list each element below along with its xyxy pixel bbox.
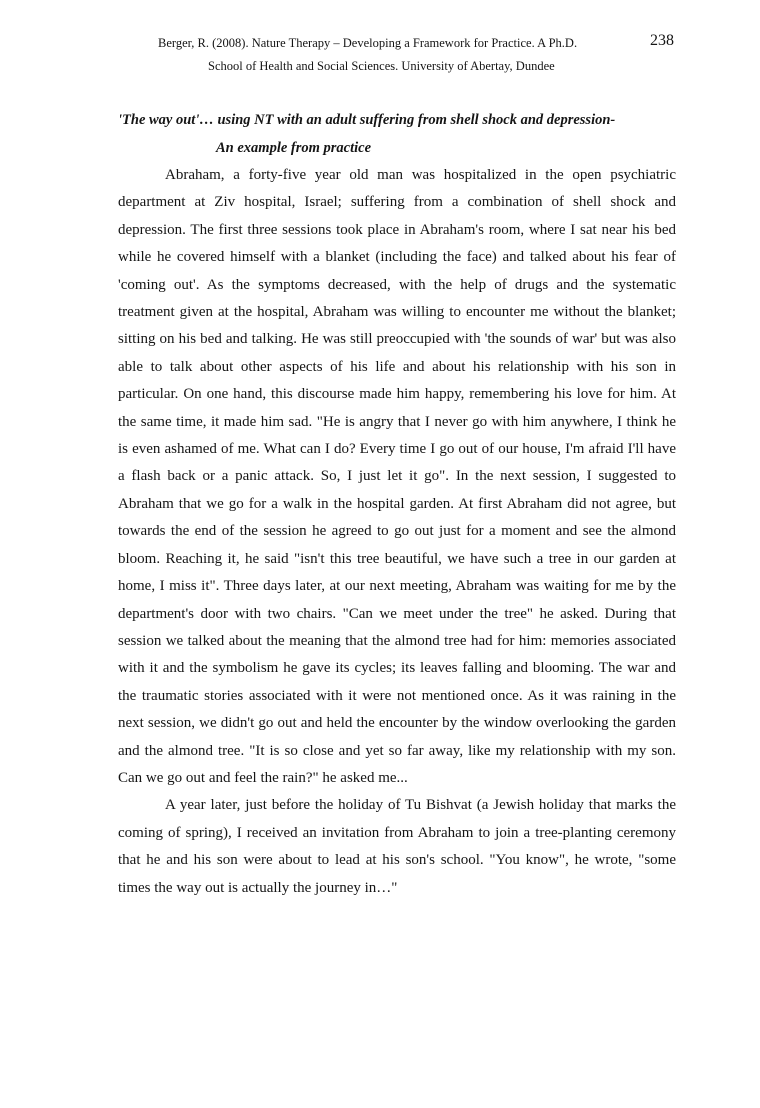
- paragraph: A year later, just before the holiday of Tu Bishvat (a Jewish holiday that marks the coming of spring), I received an invitation from Abraham to join a tree-planting ceremony that he and his son were about to lead at his son's school. "You know", he wrote, "some times the way out is actually the journey in…": [118, 797, 676, 896]
- citation-line-1: Berger, R. (2008). Nature Therapy – Developing a Framework for Practice. A Ph.D.: [158, 36, 578, 50]
- citation-line-2: School of Health and Social Sciences. University of Abertay, Dundee: [208, 59, 555, 73]
- page-number: 238: [650, 32, 674, 49]
- body-text: [118, 162, 676, 902]
- paragraph: Abraham, a forty-five year old man was hospitalized in the open psychiatric department at Ziv hospital, Israel; suffering from a combination of shell shock and depression. The first three sessions took place in Abraham's room, where I sat near his bed while he covered himself with a blanket (including the face) and talked about his fear of 'coming out'. As the symptoms decreased, with the help of drugs and the systematic treatment given at the hospital, Abraham was willing to encounter me without the blanket; sitting on his bed and talking. He was still preoccupied with 'the sounds of war' but was also able to talk about other aspects of his life and about his relationship with his son in particular. On one hand, this discourse made him happy, remembering his love for him. At the same time, it made him sad. "He is angry that I never go with him anywhere, I think he is even ashamed of me. What can I do? Every time I go out of our house, I'm afraid I'll have a flash back or a panic attack. So, I just let it go". In the next session, I suggested to Abraham that we go for a walk in the hospital garden. At first Abraham did not agree, but towards the end of the session he agreed to go out just for a moment and see the almond bloom. Reaching it, he said "isn't this tree beautiful, we have such a tree in our garden at home, I miss it". Three days later, at our next meeting, Abraham was waiting for me by the department's door with two chairs. "Can we meet under the tree" he asked. During that session we talked about the meaning that the almond tree had for him: memories associated with it and the symbolism he gave its cycles; its leaves falling and blooming. The war and the traumatic stories associated with it were not mentioned once. As it was raining in the next session, we didn't go out and held the encounter by the window overlooking the garden and the almond tree. "It is so close and yet so far away, like my relationship with my son. Can we go out and feel the rain?" he asked me...: [118, 167, 676, 786]
- section-title: [118, 106, 698, 162]
- section-title-line-1: 'The way out'… using NT with an adult suffering from shell shock and depression-: [118, 112, 616, 128]
- section-title-line-2: An example from practice: [216, 140, 372, 156]
